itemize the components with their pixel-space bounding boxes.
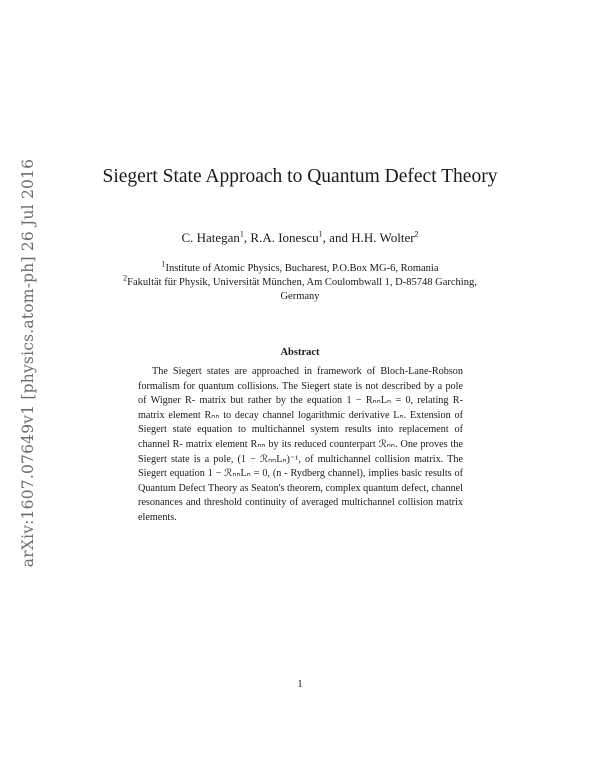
author-list — [90, 230, 510, 246]
author-separator: , and — [322, 230, 352, 245]
author-affiliation-mark: 1 — [239, 229, 244, 239]
arxiv-identifier-sidebar — [14, 148, 42, 578]
author-name: C. Hategan — [181, 230, 240, 245]
affiliation-2 — [110, 273, 490, 304]
paper-title: Siegert State Approach to Quantum Defect Theory — [102, 166, 498, 187]
author-name: H.H. Wolter — [351, 230, 415, 245]
author-affiliation-mark: 1 — [318, 229, 323, 239]
affiliation-text: Institute of Atomic Physics, Bucharest, P.O.Box MG-6, Romania — [165, 263, 439, 274]
affiliation-1 — [110, 259, 490, 276]
abstract-heading: Abstract — [280, 347, 320, 358]
author-affiliation-mark: 2 — [414, 229, 419, 239]
affiliations — [110, 259, 490, 304]
author-separator: , — [243, 230, 251, 245]
affiliation-mark: 2 — [123, 273, 128, 283]
arxiv-identifier: arXiv:1607.07649v1 [physics.atom-ph] 26 Jul 2016 — [19, 158, 37, 568]
abstract-body: The Siegert states are approached in framework of Bloch-Lane-Robson formalism for quantum collisions. The Siegert state is not described by a pole of Wigner R- matrix but rather by the equation 1 − RₙₙLₙ = 0, relating R- matrix element Rₙₙ to decay channel logarithmic derivative Lₙ. Extension of Siegert state equation to multichannel system results into replacement of channel R- matrix element Rₙₙ by its reduced counterpart ℛₙₙ. One proves the Siegert state is a pole, (1 − ℛₙₙLₙ)⁻¹, of multichannel collision matrix. The Siegert equation 1 − ℛₙₙLₙ = 0, (n - Rydberg channel), implies basic results of Quantum Defect Theory as Seaton's theorem, complex quantum defect, channel resonances and threshold continuity of averaged multichannel collision matrix elements. — [138, 366, 463, 523]
author-name: R.A. Ionescu — [250, 230, 319, 245]
affiliation-mark: 1 — [161, 259, 166, 269]
page-number: 1 — [297, 678, 303, 690]
affiliation-text: Fakultät für Physik, Universität München, Am Coulombwall 1, D-85748 Garching, Germany — [127, 277, 477, 302]
